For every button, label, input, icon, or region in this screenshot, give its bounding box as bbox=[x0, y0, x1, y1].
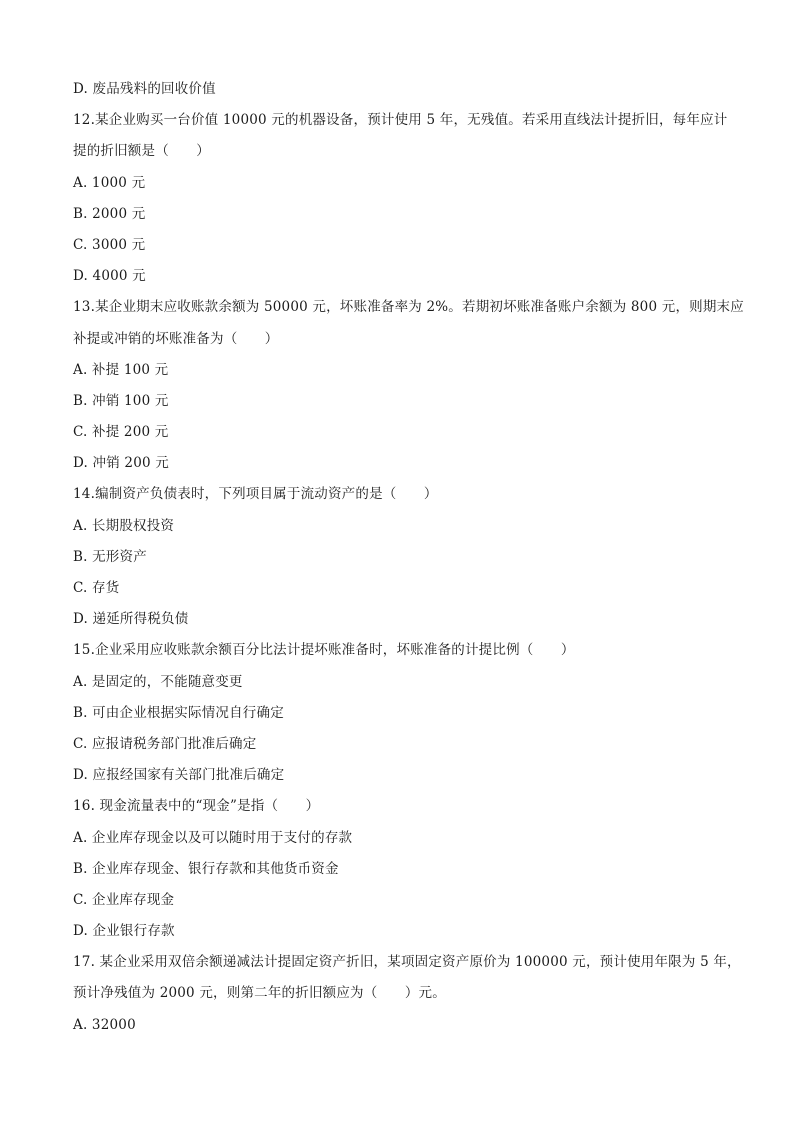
question-stem-line: 15.企业采用应收账款余额百分比法计提坏账准备时，坏账准备的计提比例（ ） bbox=[73, 642, 575, 659]
option-line: A. 长期股权投资 bbox=[73, 517, 175, 534]
option-line: A. 是固定的，不能随意变更 bbox=[73, 673, 243, 690]
option-line: B. 冲销 100 元 bbox=[73, 392, 169, 409]
option-line: D. 递延所得税负债 bbox=[73, 611, 189, 628]
question-stem-line: 17. 某企业采用双倍余额递减法计提固定资产折旧，某项固定资产原价为 100000 元，预计使用年限为 5 年， bbox=[73, 954, 741, 971]
option-line: B. 无形资产 bbox=[73, 548, 147, 565]
option-line: A. 补提 100 元 bbox=[73, 361, 169, 378]
option-line: A. 1000 元 bbox=[73, 174, 146, 191]
option-line: C. 3000 元 bbox=[73, 236, 146, 253]
option-line: B. 2000 元 bbox=[73, 205, 146, 222]
option-line: D. 企业银行存款 bbox=[73, 923, 175, 940]
question-stem-line: 预计净残值为 2000 元，则第二年的折旧额应为（ ）元。 bbox=[73, 985, 446, 1002]
option-line: A. 企业库存现金以及可以随时用于支付的存款 bbox=[73, 829, 353, 846]
question-stem-line: 14.编制资产负债表时，下列项目属于流动资产的是（ ） bbox=[73, 486, 438, 503]
option-line: D. 应报经国家有关部门批准后确定 bbox=[73, 767, 285, 784]
option-line: B. 可由企业根据实际情况自行确定 bbox=[73, 704, 284, 721]
option-line: D. 废品残料的回收价值 bbox=[73, 81, 216, 97]
option-line: A. 32000 bbox=[73, 1016, 136, 1033]
option-line: B. 企业库存现金、银行存款和其他货币资金 bbox=[73, 860, 339, 877]
document-page bbox=[73, 74, 744, 1041]
option-line: C. 存货 bbox=[73, 580, 120, 596]
option-line: C. 补提 200 元 bbox=[73, 424, 169, 441]
option-line: D. 冲销 200 元 bbox=[73, 455, 169, 472]
question-stem-line: 16. 现金流量表中的“现金”是指（ ） bbox=[73, 798, 320, 815]
question-stem-line: 13.某企业期末应收账款余额为 50000 元，坏账准备率为 2%。若期初坏账准备账户余额为 800 元，则期末应 bbox=[73, 299, 744, 316]
question-stem-line: 提的折旧额是（ ） bbox=[73, 143, 210, 160]
option-line: C. 应报请税务部门批准后确定 bbox=[73, 735, 257, 752]
question-stem-line: 12.某企业购买一台价值 10000 元的机器设备，预计使用 5 年，无残值。若采用直线法计提折旧，每年应计 bbox=[73, 112, 728, 129]
question-stem-line: 补提或冲销的坏账准备为（ ） bbox=[73, 330, 279, 347]
option-line: D. 4000 元 bbox=[73, 268, 146, 285]
option-line: C. 企业库存现金 bbox=[73, 891, 175, 908]
